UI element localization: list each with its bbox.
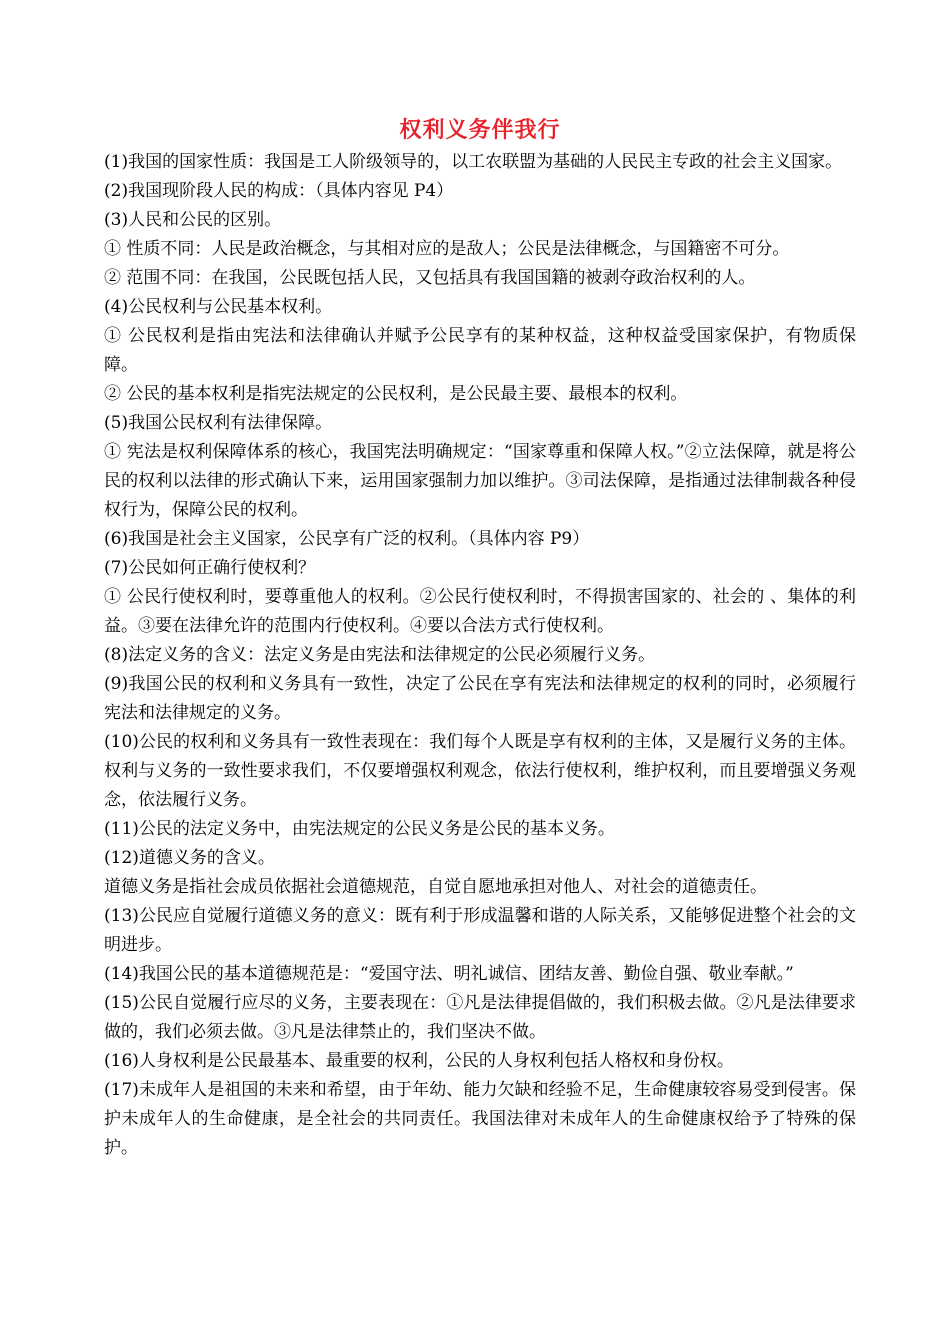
paragraph: ① 宪法是权利保障体系的核心，我国宪法明确规定：“国家尊重和保障人权。”②立法保障，就是将公民的权利以法律的形式确认下来，运用国家强制力加以维护。③司法保障，是指通过法律制裁各种侵权行为，保障公民的权利。: [104, 442, 856, 520]
paragraph: (8)法定义务的含义：法定义务是由宪法和法律规定的公民必须履行义务。: [104, 645, 656, 665]
paragraph: (11)公民的法定义务中，由宪法规定的公民义务是公民的基本义务。: [104, 819, 615, 839]
paragraph: (12)道德义务的含义。: [104, 848, 275, 868]
paragraph: (5)我国公民权利有法律保障。: [104, 413, 333, 433]
paragraph: (2)我国现阶段人民的构成：（具体内容见 P4）: [104, 181, 454, 201]
paragraph: (9)我国公民的权利和义务具有一致性，决定了公民在享有宪法和法律规定的权利的同时，必须履行宪法和法律规定的义务。: [104, 674, 856, 723]
paragraph: (13)公民应自觉履行道德义务的意义：既有利于形成温馨和谐的人际关系，又能够促进整个社会的文明进步。: [104, 906, 856, 955]
paragraph: ① 公民权利是指由宪法和法律确认并赋予公民享有的某种权益，这种权益受国家保护，有物质保障。: [104, 326, 856, 375]
paragraph: (14)我国公民的基本道德规范是：“爱国守法、明礼诚信、团结友善、勤俭自强、敬业奉献。”: [104, 964, 794, 984]
paragraph: (17)未成年人是祖国的未来和希望，由于年幼、能力欠缺和经验不足，生命健康较容易受到侵害。保护未成年人的生命健康，是全社会的共同责任。我国法律对未成年人的生命健康权给予了特殊的保护。: [104, 1080, 856, 1158]
document-body: [104, 148, 856, 1163]
paragraph: ① 公民行使权利时，要尊重他人的权利。②公民行使权利时，不得损害国家的、社会的 、集体的利益。③要在法律允许的范围内行使权利。④要以合法方式行使权利。: [104, 587, 856, 636]
paragraph: ② 公民的基本权利是指宪法规定的公民权利，是公民最主要、最根本的权利。: [104, 384, 688, 404]
paragraph: ① 性质不同：人民是政治概念，与其相对应的是敌人；公民是法律概念，与国籍密不可分。: [104, 239, 790, 259]
document-page: [104, 112, 856, 1163]
paragraph: 道德义务是指社会成员依据社会道德规范，自觉自愿地承担对他人、对社会的道德责任。: [104, 877, 767, 897]
document-title: 权利义务伴我行: [399, 117, 561, 143]
paragraph: (7)公民如何正确行使权利？: [104, 558, 316, 578]
paragraph: (4)公民权利与公民基本权利。: [104, 297, 333, 317]
paragraph: (10)公民的权利和义务具有一致性表现在：我们每个人既是享有权利的主体，又是履行义务的主体。权利与义务的一致性要求我们，不仅要增强权利观念，依法行使权利，维护权利，而且要增强义务观念，依法履行义务。: [104, 732, 856, 810]
paragraph: (1)我国的国家性质：我国是工人阶级领导的，以工农联盟为基础的人民民主专政的社会主义国家。: [104, 152, 843, 172]
paragraph: (3)人民和公民的区别。: [104, 210, 282, 230]
paragraph: (16)人身权利是公民最基本、最重要的权利，公民的人身权利包括人格权和身份权。: [104, 1051, 734, 1071]
paragraph: (6)我国是社会主义国家，公民享有广泛的权利。（具体内容 P9）: [104, 529, 590, 549]
paragraph: (15)公民自觉履行应尽的义务，主要表现在：①凡是法律提倡做的，我们积极去做。②凡是法律要求做的，我们必须去做。③凡是法律禁止的，我们坚决不做。: [104, 993, 856, 1042]
paragraph: ② 范围不同：在我国，公民既包括人民，又包括具有我国国籍的被剥夺政治权利的人。: [104, 268, 756, 288]
